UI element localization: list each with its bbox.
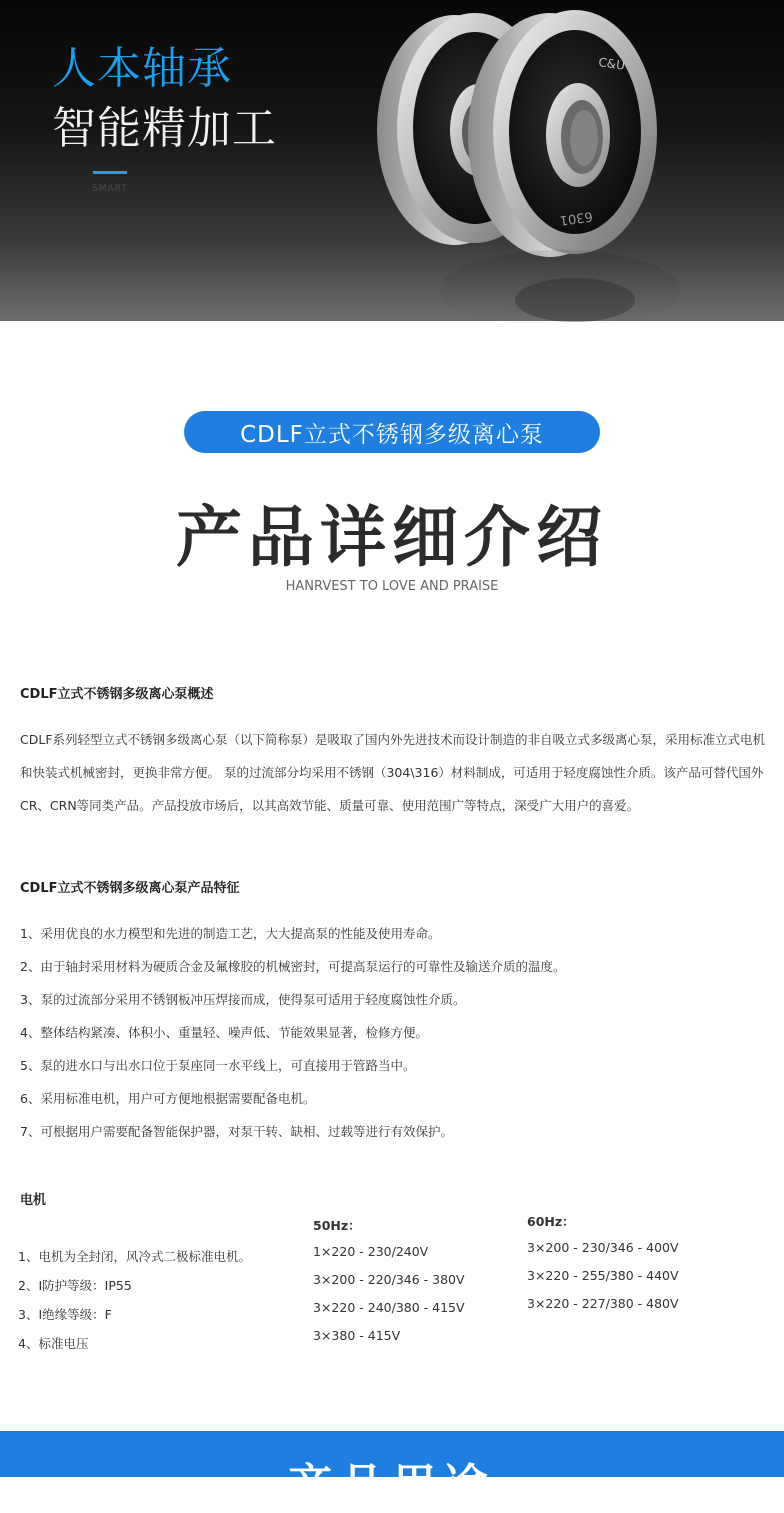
hero-title-line2: 智能精加工 — [52, 103, 277, 154]
feature-item: 7、可根据用户需要配备智能保护器，对泵干转、缺相、过载等进行有效保护。 — [20, 1124, 453, 1139]
hero-banner — [0, 0, 784, 321]
voltage-50hz-value: 3×200 - 220/346 - 380V — [313, 1272, 465, 1287]
voltage-50hz-value: 3×380 - 415V — [313, 1328, 401, 1343]
features-list — [20, 917, 770, 1148]
overview-heading: CDLF立式不锈钢多级离心泵概述 — [20, 687, 214, 702]
motor-heading: 电机 — [20, 1193, 47, 1208]
bearing-model-mark: 6301 — [558, 208, 594, 228]
feature-item: 3、泵的过流部分采用不锈钢板冲压焊接而成，使得泵可适用于轻度腐蚀性介质。 — [20, 992, 466, 1007]
page-subtitle: HANRVEST TO LOVE AND PRAISE — [285, 579, 499, 594]
overview-text: CDLF系列轻型立式不锈钢多级离心泵（以下简称泵）是吸取了国内外先进技术而设计制造的非自吸立式多级离心泵，采用标准立式电机和快装式机械密封，更换非常方便。 泵的过流部分均采用不锈钢（304\316）材料制成，可适用于轻度腐蚀性介质。该产品可替代国外CR、CRN等同类产品。产品投放市场后，以其高效节能、质量可靠、使用范围广等特点，深受广大用户的喜爱。 — [20, 732, 766, 813]
hero-accent-dash — [93, 171, 127, 174]
features-heading: CDLF立式不锈钢多级离心泵产品特征 — [20, 881, 240, 896]
voltage-50hz-value: 1×220 - 230/240V — [313, 1244, 429, 1259]
hero-smart-label: SMART — [92, 184, 128, 194]
motor-spec-item: 4、标准电压 — [18, 1336, 89, 1351]
motor-spec-item: 3、I绝缘等级：F — [18, 1307, 112, 1322]
motor-spec-item: 2、I防护等级：IP55 — [18, 1278, 132, 1293]
motor-spec-list — [18, 1242, 251, 1358]
voltage-50hz-label: 50Hz： — [313, 1218, 361, 1233]
feature-item: 4、整体结构紧凑、体积小、重量轻、噪声低、节能效果显著，检修方便。 — [20, 1025, 428, 1040]
voltage-60hz-list — [527, 1234, 679, 1318]
voltage-50hz-list — [313, 1238, 465, 1350]
feature-item: 5、泵的进水口与出水口位于泵座同一水平线上，可直接用于管路当中。 — [20, 1058, 416, 1073]
voltage-60hz-value: 3×220 - 255/380 - 440V — [527, 1268, 679, 1283]
page-title: 产品详细介绍 — [176, 499, 608, 576]
motor-spec-item: 1、电机为全封闭，风冷式二极标准电机。 — [18, 1249, 251, 1264]
product-name-badge: CDLF立式不锈钢多级离心泵 — [184, 411, 600, 453]
feature-item: 2、由于轴封采用材料为硬质合金及氟橡胶的机械密封，可提高泵运行的可靠性及输送介质的温度。 — [20, 959, 566, 974]
voltage-60hz-value: 3×200 - 230/346 - 400V — [527, 1240, 679, 1255]
usage-section-banner — [0, 1431, 784, 1511]
voltage-60hz-value: 3×220 - 227/380 - 480V — [527, 1296, 679, 1311]
feature-item: 6、采用标准电机，用户可方便地根据需要配备电机。 — [20, 1091, 316, 1106]
hero-title-line1: 人本轴承 — [52, 43, 232, 94]
feature-item: 1、采用优良的水力模型和先进的制造工艺，大大提高泵的性能及使用寿命。 — [20, 926, 441, 941]
voltage-60hz-label: 60Hz： — [527, 1214, 575, 1229]
voltage-50hz-value: 3×220 - 240/380 - 415V — [313, 1300, 465, 1315]
bearing-brand-mark: C&U — [597, 55, 626, 73]
usage-section-title: 产品用途 — [288, 1460, 496, 1511]
bearing-front — [468, 10, 657, 257]
bearing-image — [360, 0, 784, 321]
bearing-reflection — [440, 250, 680, 330]
